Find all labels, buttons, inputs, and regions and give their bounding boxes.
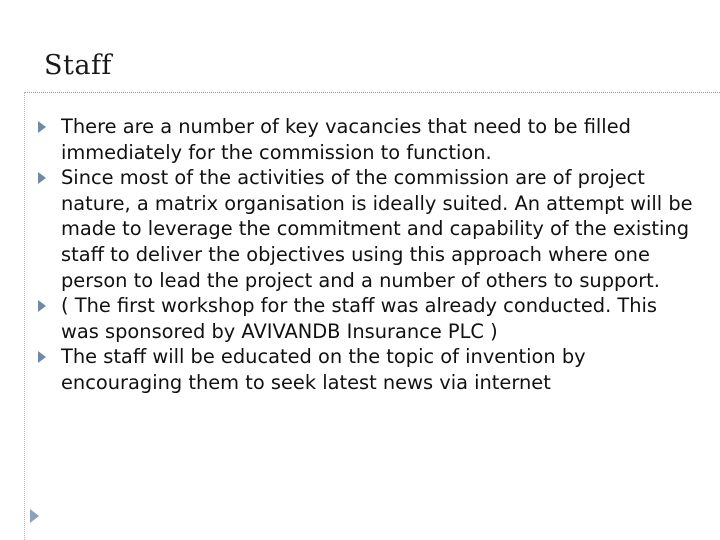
slide-title: Staff xyxy=(44,50,112,81)
title-divider xyxy=(24,92,720,93)
triangle-bullet-icon xyxy=(38,300,46,312)
bullet-text: The staff will be educated on the topic of invention by encouraging them to seek latest news via internet xyxy=(61,345,586,394)
list-item xyxy=(0,165,720,293)
bullet-text: There are a number of key vacancies that need to be filled immediately for the commission to function. xyxy=(61,115,631,164)
triangle-bullet-icon xyxy=(38,351,46,363)
list-item xyxy=(0,344,720,395)
triangle-bullet-icon xyxy=(38,121,46,133)
list-item xyxy=(0,293,720,344)
triangle-marker-icon xyxy=(30,509,39,523)
bullet-text: ( The first workshop for the staff was already conducted. This was sponsored by AVIVANDB Insurance PLC ) xyxy=(61,294,658,343)
list-item xyxy=(0,114,720,165)
bullet-list xyxy=(0,114,720,396)
bullet-text: Since most of the activities of the commission are of project nature, a matrix organisation is ideally suited. An attempt will be made to leverage the commitment and capability of the existing staff to deliver the objectives using this approach where one person to lead the project and a number of others to support. xyxy=(61,166,693,292)
triangle-bullet-icon xyxy=(38,172,46,184)
